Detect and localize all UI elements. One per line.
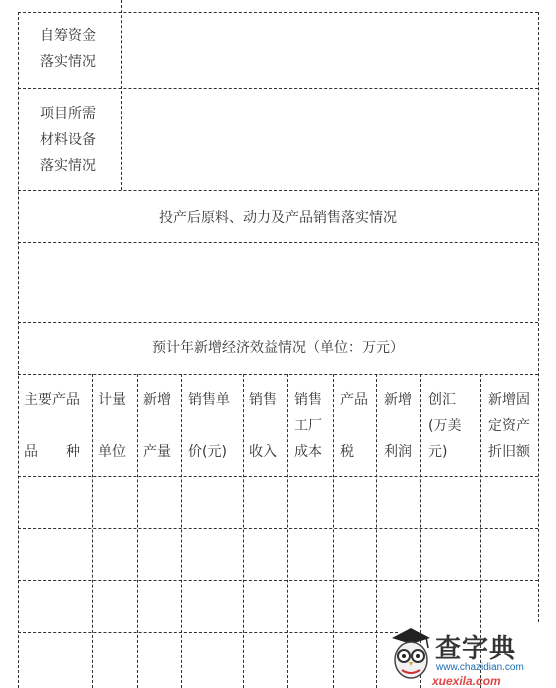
row-divider [18, 12, 538, 13]
table-header-cell: 收入 [249, 444, 277, 460]
table-header-cell: (万美 [428, 418, 462, 434]
table-header-cell: 品 种 [24, 444, 80, 460]
row-divider [18, 322, 538, 323]
table-column-divider [376, 374, 377, 688]
table-header-cell: 定资产 [488, 418, 530, 434]
row-divider [18, 528, 538, 529]
table-header-cell: 新增 [143, 392, 171, 408]
label-column-divider [121, 0, 122, 190]
row-divider [18, 476, 538, 477]
table-header-cell: 折旧额 [488, 444, 530, 460]
table-column-divider [92, 374, 93, 688]
row-divider [18, 374, 538, 375]
benefit-title: 预计年新增经济效益情况（单位：万元） [152, 340, 404, 356]
materials-label-line1: 项目所需 [40, 106, 96, 122]
watermark-brand: xuexila.com [432, 674, 501, 688]
row-divider [18, 88, 538, 89]
post-production-title: 投产后原料、动力及产品销售落实情况 [159, 210, 397, 226]
table-column-divider [333, 374, 334, 688]
table-column-divider [287, 374, 288, 688]
row-divider [18, 242, 538, 243]
row-divider [18, 580, 538, 581]
table-header-cell: 销售单 [188, 392, 230, 408]
table-column-divider [181, 374, 182, 688]
right-border [538, 12, 539, 622]
self-funds-label-line2: 落实情况 [40, 54, 96, 70]
materials-label-line3: 落实情况 [40, 158, 96, 174]
table-header-cell: 税 [340, 444, 354, 460]
table-header-cell: 元) [428, 444, 448, 460]
self-funds-label-line1: 自筹资金 [40, 28, 96, 44]
materials-label-line2: 材料设备 [40, 132, 96, 148]
row-divider [18, 632, 398, 633]
table-header-cell: 价(元) [188, 444, 227, 460]
table-header-cell: 新增 [384, 392, 412, 408]
watermark-name: 查字典 [435, 634, 517, 664]
table-header-cell: 创汇 [428, 392, 456, 408]
row-divider [18, 190, 538, 191]
table-header-cell: 销售 [249, 392, 277, 408]
table-header-cell: 主要产品 [24, 392, 80, 408]
table-header-cell: 计量 [98, 392, 126, 408]
owl-mascot-icon [388, 624, 434, 686]
table-header-cell: 新增固 [488, 392, 530, 408]
table-header-cell: 利润 [384, 444, 412, 460]
watermark-logo [388, 622, 556, 688]
table-header-cell: 工厂 [294, 418, 322, 434]
table-column-divider [137, 374, 138, 688]
table-header-cell: 成本 [294, 444, 322, 460]
table-column-divider [243, 374, 244, 688]
table-header-cell: 产量 [143, 444, 171, 460]
table-header-cell: 产品 [340, 392, 368, 408]
table-header-cell: 销售 [294, 392, 322, 408]
table-header-cell: 单位 [98, 444, 126, 460]
watermark-url: www.chazidian.com [436, 662, 524, 673]
